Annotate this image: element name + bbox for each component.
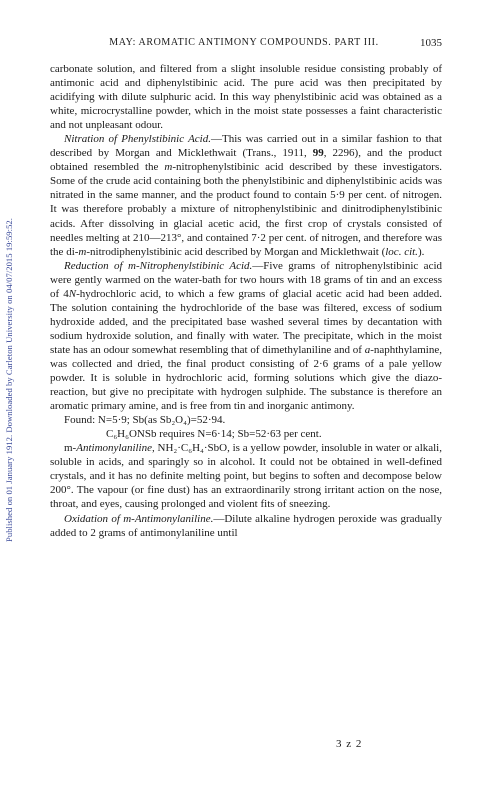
page-header	[50, 37, 442, 51]
paragraph-phenylstibinic-purification: carbonate solution, and filtered from a slight insoluble residue consisting probably of antimonic acid and diphenylstibinic acid. The pure acid was then precipitated by acidifying with dilute sulphuric acid. In this way phenylstibinic acid was obtained as a white, microcrystalline powder, which in the moist state possesses a faint characteristic and not unpleasant odour.	[50, 63, 442, 132]
section-heading-oxidation: Oxidation of m-Antimonylaniline.	[64, 512, 214, 525]
page-number: 1035	[420, 37, 442, 49]
volume-number: 99	[312, 147, 324, 160]
paragraph-antimonylaniline: m-Antimonylaniline, NH₂·C₆H₄·SbO, is a yellow powder, insoluble in water or alkali, soluble in acids, and sparingly so in alcohol. It could not be obtained in well-defined crystals, and it has no definite melting point, but begins to soften and decompose below 200°. The vapour (or fine dust) has an extraordinarily strong irritant action on the nose, throat, and eyes, causing prolonged and violent fits of sneezing.	[50, 442, 442, 511]
analysis-found-line: Found: N=5·9; Sb(as Sb₂O₄)=52·94.	[64, 414, 226, 427]
compound-name-antimonylaniline: Antimonylaniline,	[76, 442, 155, 455]
paragraph-oxidation: Oxidation of m-Antimonylaniline.—Dilute alkaline hydrogen peroxide was gradually added to 2 grams of antimonylaniline until	[50, 512, 442, 539]
download-margin-note	[2, 70, 16, 690]
compound-formula: NH₂·C₆H₄·SbO,	[154, 442, 230, 455]
margin-note-text: Published on 01 January 1912. Downloaded by Carleton University on 04/07/2015 19:59:52.	[4, 218, 14, 542]
analysis-requires-line: C₆H₆ONSb requires N=6·14; Sb=52·63 per cent.	[106, 428, 322, 441]
citation-loc-cit: loc. cit.	[385, 245, 418, 258]
article-body	[50, 62, 442, 540]
paragraph-nitration: Nitration of Phenylstibinic Acid.—This was carried out in a similar fashion to that described by Morgan and Micklethwait (Trans., 1911, 99, 2296), and the product obtained resembled the m-nitrophenylstibinic acid described by these investigators. Some of the crude acid containing both the phenylstibinic and diphenylstibinic acids was nitrated in the same manner, and the product found to contain 5·9 per cent. of nitrogen. It was therefore probably a mixture of nitrophenylstibinic and dinitrodiphenylstibinic acids. After dissolving in glacial acetic acid, the first crop of crystals consisted of needles melting at 210—213°, and contained 7·2 per cent. of nitrogen, and therefore was the di-m-nitrodiphenylstibinic acid described by Morgan and Micklethwait (loc. cit.).	[50, 133, 442, 258]
signature-mark: 3 z 2	[336, 738, 363, 750]
section-heading-nitration: Nitration of Phenylstibinic Acid.	[64, 133, 211, 146]
section-heading-reduction: Reduction of m-Nitrophenylstibinic Acid.	[64, 259, 253, 272]
paragraph-reduction: Reduction of m-Nitrophenylstibinic Acid.—Five grams of nitrophenylstibinic acid were gently warmed on the water-bath for two hours with 18 grams of tin and an excess of 4N-hydrochloric acid, to which a few grams of glacial acetic acid had been added. The solution containing the hydrochloride of the base was filtered, excess of sodium hydroxide added, and the precipitated base washed several times by decantation with sodium hydroxide solution, and finally with water. The precipitate, which in the moist state has an odour somewhat resembling that of dimethylaniline and of a-naphthylamine, was collected and dried, the final product consisting of 2·6 grams of a pale yellow powder. It is soluble in hydrochloric acid, forming solutions which give the diazo-reaction, but give no precipitate with hydrogen sulphide. The substance is therefore an aromatic primary amine, and is free from tin and inorganic antimony.	[50, 259, 443, 413]
running-head: MAY: AROMATIC ANTIMONY COMPOUNDS. PART III.	[109, 37, 379, 48]
